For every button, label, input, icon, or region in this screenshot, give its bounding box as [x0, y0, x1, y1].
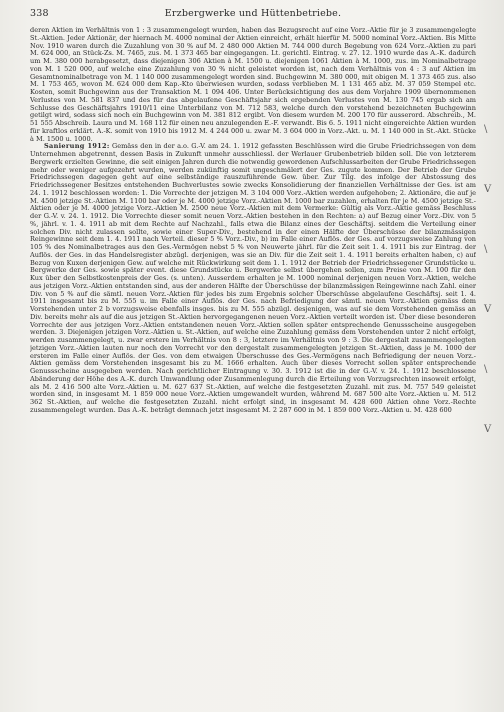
body-text — [30, 27, 476, 703]
paragraph-text: Gemäss den in der a.o. G.-V. am 24. 1. 1912 gefassten Beschlüssen wird die Grube Friedrichssegen von dem Unternehmen abgetrennt, dessen Basis in Zukunft unmehr ausschliessl. der Werlauer Grubenbetrieb bilden soll. Die von letzterem Bergwerk erzielten Gewinne, die seit einigen Jahren durch die notwendig gewordenen Aufschlussarbeiten der Grube Friedrichssegen mehr oder weniger aufgezehrt wurden, werden zukünftig somit ungeschmälert der Ges. zugute kommen. Der Betrieb der Grube Friedrichssegen dagegen geht auf eine selbständige rauszuführende Gew. über. Zur Tilg. des infolge der Abstossung des Friedrichssegener Besitzes entstehenden Buchverlustes sowie zwecks Konsolidierung der finanziellen Verhältnisse der Ges. ist am 24. 1. 1912 beschlossen worden: 1. Die Vorrechte der jetzigen M. 3 104 000 Vorz.-Aktien werden aufgehoben; 2. Aktionäre, die auf je M. 4500 jetzige St.-Aktien M. 1100 bar oder je M. 4000 jetzige Vorz.-Aktien M. 1000 bar zuzahlen, erhalten für je M. 4500 jetzige St.-Aktien oder je M. 4000 jetzige Vorz.-Aktien M. 2500 neue Vorz.-Aktien mit dem Vermerke: Gültig als Vorz.-Aktie gemäss Beschluss der G.-V. v. 24. 1. 1912. Die Vorrechte dieser somit neuen Vorz.-Aktien bestehen in den Rechten: a) auf Bezug einer Vorz.-Div. von 5 %, jährl. v. 1. 4. 1911 ab mit dem Rechte auf Nachzahl., falls etwa die Bilanz eines der Geschäftsj. seitdem die Verteilung einer solchen Div. nicht zulassen sollte, sowie einer Super-Div., bestehend in der einen Hälfte der Überschüsse der bilanzmässigen Reingewinne seit dem 1. 4. 1911 nach Verteil. dieser 5 % Vorz.-Div., b) im Falle einer Auflös. der Ges. auf vorzugsweise Zahlung von 105 % des Nominalbetrages aus den Ges.-Vermögen nebst 5 % von Neuwerte jährl. für die Zeit seit 1. 4. 1911 bis zur Eintrag. der Auflös. der Ges. in das Handelsregister abzügl. derjenigen, was sie an Div. für die Zeit seit 1. 4. 1911 bereits erhalten haben, c) auf Bezug von Kuxen derjenigen Gew. auf welche mit Rückwirkung seit dem 1. 1. 1912 der Betrieb der Friedrichssegener Grundstücke u. Bergwerke der Ges. sowie später event. diese Grundstücke u. Bergwerke selbst übergehen sollen, zum Preise von M. 100 für den Kux über den Selbstkostenpreis der Ges. (s. unten). Ausserdem erhalten je M. 1000 nominal derjenigen neuen Vorz.-Aktien, welche aus jetzigen Vorz.-Aktien entstanden sind, aus der anderen Hälfte der Überschüsse der bilanzmässigen Reingewinne nach Zahl. einer Div. von 5 % auf die sämtl. neuen Vorz.-Aktien für jedes bis zum Ergebnis solcher Überschüsse abgelaufene Geschäftsj. seit 1. 4. 1911 insgesamt bis zu M. 555 u. im Falle einer Auflös. der Ges. nach Befriedigung der sämtl. neuen Vorz.-Aktien gemäss dem Vorstehenden unter 2 b vorzugsweise ebenfalls insges. bis zu M. 555 abzügl. desjenigen, was auf sie dem Vorstehenden gemäss an Div. bereits mehr als auf die aus jetzigen St.-Aktien hervorgegangenen neuen Vorz.-Aktien verteilt worden ist. Über diese besonderen Vorrechte der aus jetzigen Vorz.-Aktien entstandenen neuen Vorz.-Aktien sollen später entsprechende Genussscheine ausgegeben werden. 3. Diejenigen jetzigen Vorz.-Aktien u. St.-Aktien, auf welche eine Zuzahlung gemäss dem Vorstehenden unter 2 nicht erfolgt, werden zusammengelegt, u. zwar erstere im Verhältnis von 8 : 3, letztere im Verhältnis von 9 : 3. Die dergestalt zusammengelegten jetzigen Vorz.-Aktien lauten nur noch den Vorrecht vor den dergestalt zusammengelegten jetzigen St.-Aktien, dass je M. 1000 der ersteren im Falle einer Auflös. der Ges. von dem etwaigen Überschusse des Ges.-Vermögens nach Befriedigung der neuen Vorz.-Aktien gemäss dem Vorstehenden insgesamt bis zu M. 1666 erhalten. Auch über dieses Vorrecht sollen später entsprechende Genussscheine ausgegeben werden. Nach gerichtlicher Eintragung v. 30. 3. 1912 ist die in der G.-V. v. 24. 1. 1912 beschlossene Abänderung der Höhe des A.-K. durch Umwandlung oder Zusammenlegung durch die Erteilung von Vorzugsrechten insoweit erfolgt, als M. 2 416 500 alte Vorz.-Aktien u. M. 627 637 St.-Aktien, auf welche die festgesetzten Zuzahl. mit zus. M. 757 549 geleistet worden sind, in insgesamt M. 1 859 000 neue Vorz.-Aktien umgewandelt wurden, während M. 687 500 alte Vorz.-Aktien u. M. 512 362 St.-Aktien, auf welche die festgesetzten Zuzahl. nicht erfolgt sind, in insgesamt M. 428 600 Aktien ohne Vorz.-Rechte zusammengelegt wurden. Das A.-K. beträgt demnach jetzt insgesamt M. 2 287 600 in M. 1 859 000 Vorz.-Aktien u. M. 428 600 — [30, 142, 476, 414]
page-number: 338 — [30, 8, 49, 19]
paragraph-text: deren Aktien im Verhältnis von 1 : 3 zusammengelegt wurden, haben das Bezugsrecht auf eine Vorz.-Aktie für je 3 zusammengelegte St.-Aktien. Jeder Aktionär, der hiernach M. 4000 nominal der Aktien einreicht, erhält hierfür M. 5000 nominal Vorz.-Aktien. Bis Mitte Nov. 1910 waren durch die Zuzahlung von 30 % auf M. 2 480 000 Aktien M. 744 000 durch Begebung von 624 Vorz.-Aktien zu pari M. 624 000, an Stück-Zs. M. 7465, zus. M. 1 373 465 bar eingegangen. Lt. gerichtl. Eintrag. v. 27. 12. 1910 wurde das A.-K. dadurch um M. 380 000 herabgesetzt, dass diejenigen 306 Aktien à M. 1500 u. diejenigen 1061 Aktien à M. 1000, zus. im Nominalbetrage von M. 1 520 000, auf welche eine Zuzahlung von 30 % nicht geleistet worden ist, nach dem Verhältnis von 4 : 3 auf Aktien im Gesamtnominalbetrage von M. 1 140 000 zusammengelegt worden sind. Buchgewinn M. 380 000, mit obigen M. 1 373 465 zus. also M. 1 753 465, wovon M. 624 000 dem Kap.-Kto überwiesen wurden, sodass verblieben M. 1 131 465 abz. M. 37 059 Stempel etc. Kosten, somit Buchgewinn aus der Transaktion M. 1 094 406. Unter Berücksichtigung des aus dem Vorjahre 1909 übernommenen Verlustes von M. 581 837 und des für das abgelaufene Geschäftsjahr sich ergebenden Verlustes von M. 130 745 ergab sich am Schlusse des Geschäftsjahrs 1910/11 eine Unterbilanz von M. 712 583, welche durch den vorstehend bezeichneten Buchgewinn getilgt wird, sodass sich noch ein Buchgewinn von M. 381 812 ergibt. Von diesem wurden M. 200 170 für ausserord. Abschreib., M. 51 555 Abschreib. Laura und M. 168 112 für einen neu anzulegenden E.-F. verwandt. Bis 6. 5. 1911 nicht eingereichte Aktien wurden für kraftlos erklärt. A.-K. somit von 1910 bis 1912 M. 4 244 000 u. zwar M. 3 604 000 in Vorz.-Akt. u. M. 1 140 000 in St.-Akt. Stücke à M. 1500 u. 1000. — [30, 27, 476, 143]
paragraph — [30, 27, 476, 143]
margin-marks — [484, 100, 502, 460]
page-header — [30, 8, 476, 22]
margin-mark: \ — [484, 364, 488, 375]
margin-mark: V — [484, 184, 492, 195]
margin-mark: \ — [484, 244, 488, 255]
section-lead: Sanierung 1912: — [44, 142, 110, 151]
margin-mark: V — [484, 304, 492, 315]
margin-mark: V — [484, 424, 492, 435]
paragraph — [30, 143, 476, 414]
margin-mark: \ — [484, 124, 488, 135]
running-title: Erzbergwerke und Hüttenbetriebe. — [164, 8, 342, 19]
